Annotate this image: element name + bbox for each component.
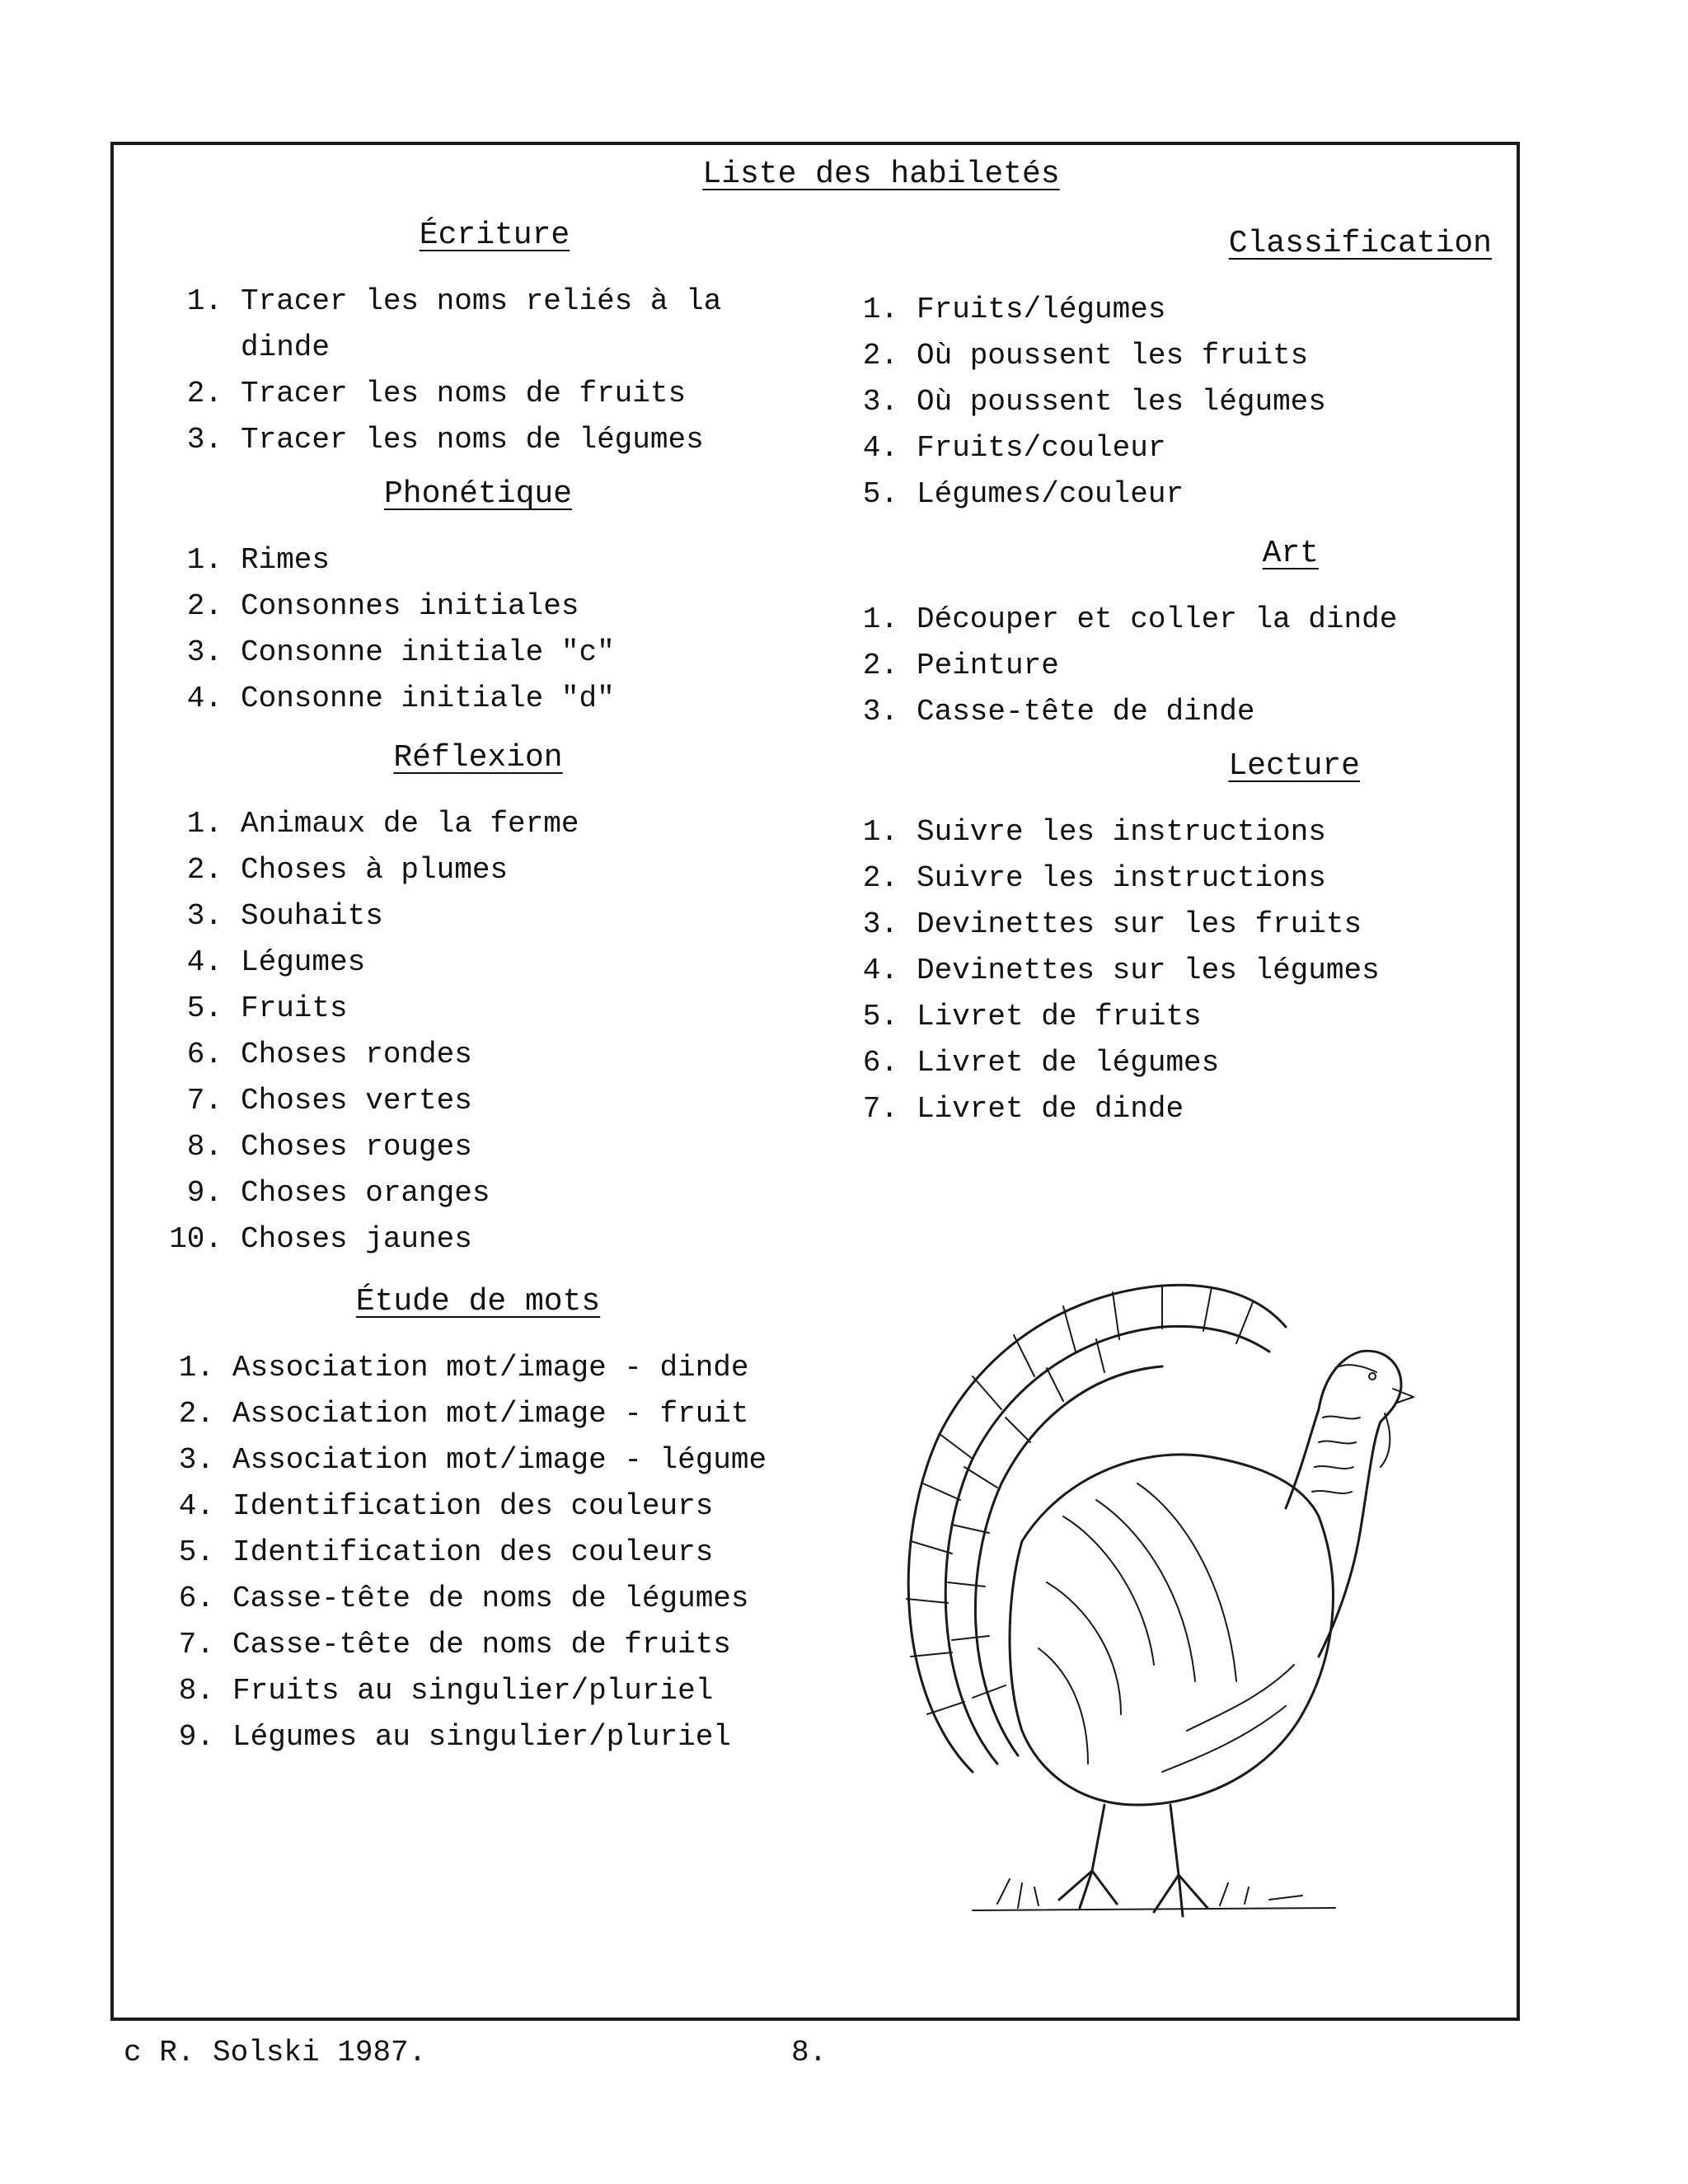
list-item bbox=[165, 1124, 791, 1170]
item-number: 5. bbox=[862, 1000, 898, 1033]
list-item bbox=[165, 676, 791, 722]
list-item bbox=[165, 940, 791, 986]
list-item bbox=[165, 630, 791, 676]
item-number: 3. bbox=[862, 385, 898, 419]
item-text: Souhaits bbox=[241, 899, 383, 933]
item-text: Identification des couleurs bbox=[232, 1535, 714, 1569]
item-text: Choses vertes bbox=[241, 1084, 472, 1118]
list-item bbox=[157, 1345, 799, 1391]
item-text: Où poussent les fruits bbox=[917, 339, 1309, 373]
section-heading: Classification bbox=[1228, 226, 1492, 261]
item-number: 5. bbox=[178, 1535, 214, 1569]
list-item bbox=[165, 583, 791, 630]
item-text: Casse-tête de dinde bbox=[917, 695, 1255, 729]
item-text: Légumes bbox=[241, 945, 366, 979]
item-text: Association mot/image - fruit bbox=[232, 1397, 749, 1431]
list-item bbox=[841, 1040, 1558, 1086]
section-heading: Art bbox=[1262, 536, 1319, 571]
item-number: 9. bbox=[186, 1176, 223, 1210]
skill-list bbox=[165, 279, 791, 463]
list-item bbox=[841, 948, 1558, 994]
item-text: Rimes bbox=[241, 543, 331, 577]
list-item bbox=[841, 333, 1558, 379]
item-number: 8. bbox=[186, 1130, 223, 1164]
list-item bbox=[165, 847, 791, 893]
section-lecture bbox=[841, 743, 1558, 1132]
item-text: Peinture bbox=[917, 649, 1059, 682]
list-item bbox=[165, 1078, 791, 1124]
item-text: Livret de fruits bbox=[917, 1000, 1202, 1033]
list-item bbox=[841, 597, 1558, 643]
item-text: Casse-tête de noms de fruits bbox=[232, 1628, 731, 1661]
section-reflexion bbox=[165, 735, 791, 1263]
item-number: 3. bbox=[186, 899, 223, 933]
item-number: 3. bbox=[186, 423, 223, 457]
item-text: Tracer les noms reliés à la dinde bbox=[241, 284, 722, 364]
list-item bbox=[841, 902, 1558, 948]
item-number: 10. bbox=[169, 1222, 223, 1256]
section-etude-de-mots bbox=[157, 1279, 799, 1760]
item-text: Devinettes sur les légumes bbox=[917, 954, 1380, 987]
item-number: 1. bbox=[862, 602, 898, 636]
list-item bbox=[841, 809, 1558, 855]
item-number: 1. bbox=[186, 543, 223, 577]
item-text: Consonne initiale "d" bbox=[241, 682, 615, 715]
section-heading: Phonétique bbox=[383, 476, 573, 512]
item-text: Fruits bbox=[241, 991, 348, 1025]
list-item bbox=[157, 1437, 799, 1483]
page-title: Liste des habiletés bbox=[702, 157, 1060, 192]
item-number: 8. bbox=[178, 1674, 214, 1708]
list-item bbox=[157, 1391, 799, 1437]
item-number: 3. bbox=[862, 695, 898, 729]
skill-list bbox=[841, 597, 1558, 735]
item-number: 1. bbox=[862, 815, 898, 849]
skill-list bbox=[165, 801, 791, 1263]
item-text: Suivre les instructions bbox=[917, 815, 1326, 849]
item-text: Légumes au singulier/pluriel bbox=[232, 1720, 731, 1754]
skill-list bbox=[165, 537, 791, 722]
list-item bbox=[157, 1576, 799, 1622]
item-text: Choses oranges bbox=[241, 1176, 490, 1210]
list-item bbox=[165, 893, 791, 940]
item-text: Choses jaunes bbox=[241, 1222, 472, 1256]
list-item bbox=[157, 1668, 799, 1714]
item-text: Tracer les noms de fruits bbox=[241, 377, 687, 410]
item-number: 4. bbox=[862, 431, 898, 465]
item-number: 1. bbox=[178, 1351, 214, 1385]
item-text: Livret de dinde bbox=[917, 1092, 1184, 1126]
list-item bbox=[841, 855, 1558, 902]
item-number: 6. bbox=[186, 1038, 223, 1071]
item-number: 2. bbox=[178, 1397, 214, 1431]
list-item bbox=[841, 425, 1558, 471]
item-text: Suivre les instructions bbox=[917, 861, 1326, 895]
item-text: Casse-tête de noms de légumes bbox=[232, 1582, 749, 1615]
item-text: Choses rouges bbox=[241, 1130, 472, 1164]
list-item bbox=[165, 1170, 791, 1216]
section-phonetique bbox=[165, 471, 791, 722]
item-number: 2. bbox=[186, 589, 223, 623]
list-item bbox=[157, 1622, 799, 1668]
list-item bbox=[165, 1032, 791, 1078]
skill-list bbox=[157, 1345, 799, 1760]
item-text: Consonne initiale "c" bbox=[241, 635, 615, 669]
item-text: Fruits au singulier/pluriel bbox=[232, 1674, 714, 1708]
section-heading: Écriture bbox=[419, 218, 570, 253]
list-item bbox=[165, 1216, 791, 1263]
item-number: 5. bbox=[862, 477, 898, 511]
list-item bbox=[157, 1483, 799, 1530]
footer-copyright: c R. Solski 1987. bbox=[124, 2036, 427, 2069]
item-number: 4. bbox=[178, 1489, 214, 1523]
item-text: Choses à plumes bbox=[241, 853, 509, 887]
list-item bbox=[165, 417, 791, 463]
skill-list bbox=[841, 287, 1558, 518]
item-number: 5. bbox=[186, 991, 223, 1025]
section-ecriture bbox=[165, 213, 791, 463]
list-item bbox=[165, 801, 791, 847]
item-number: 4. bbox=[862, 954, 898, 987]
item-text: Animaux de la ferme bbox=[241, 807, 579, 841]
item-text: Fruits/couleur bbox=[917, 431, 1166, 465]
item-text: Identification des couleurs bbox=[232, 1489, 714, 1523]
item-number: 3. bbox=[178, 1443, 214, 1477]
list-item bbox=[841, 287, 1558, 333]
item-number: 6. bbox=[178, 1582, 214, 1615]
item-number: 3. bbox=[186, 635, 223, 669]
list-item bbox=[841, 1086, 1558, 1132]
item-text: Consonnes initiales bbox=[241, 589, 579, 623]
section-heading: Lecture bbox=[1228, 748, 1360, 784]
item-number: 7. bbox=[178, 1628, 214, 1661]
page-number: 8. bbox=[791, 2036, 828, 2069]
list-item bbox=[165, 537, 791, 583]
item-number: 6. bbox=[862, 1046, 898, 1080]
section-heading: Réflexion bbox=[393, 740, 563, 776]
item-number: 1. bbox=[186, 807, 223, 841]
turkey-drawing-icon bbox=[874, 1269, 1451, 1920]
section-heading: Étude de mots bbox=[355, 1284, 601, 1319]
item-text: Découper et coller la dinde bbox=[917, 602, 1398, 636]
section-art bbox=[841, 531, 1558, 735]
item-number: 4. bbox=[186, 682, 223, 715]
item-number: 7. bbox=[862, 1092, 898, 1126]
list-item bbox=[157, 1530, 799, 1576]
item-number: 2. bbox=[862, 861, 898, 895]
item-number: 2. bbox=[186, 853, 223, 887]
item-text: Choses rondes bbox=[241, 1038, 472, 1071]
item-number: 2. bbox=[862, 649, 898, 682]
list-item bbox=[165, 279, 791, 371]
list-item bbox=[165, 371, 791, 417]
item-number: 3. bbox=[862, 907, 898, 941]
item-number: 9. bbox=[178, 1720, 214, 1754]
item-number: 2. bbox=[186, 377, 223, 410]
list-item bbox=[841, 689, 1558, 735]
list-item bbox=[841, 643, 1558, 689]
item-number: 2. bbox=[862, 339, 898, 373]
item-number: 1. bbox=[862, 293, 898, 326]
item-number: 1. bbox=[186, 284, 223, 318]
item-text: Association mot/image - dinde bbox=[232, 1351, 749, 1385]
item-number: 4. bbox=[186, 945, 223, 979]
list-item bbox=[841, 379, 1558, 425]
list-item bbox=[165, 986, 791, 1032]
list-item bbox=[841, 471, 1558, 518]
list-item bbox=[841, 994, 1558, 1040]
item-text: Devinettes sur les fruits bbox=[917, 907, 1362, 941]
item-text: Où poussent les légumes bbox=[917, 385, 1326, 419]
item-text: Livret de légumes bbox=[917, 1046, 1220, 1080]
section-classification bbox=[841, 221, 1558, 518]
item-text: Légumes/couleur bbox=[917, 477, 1184, 511]
item-text: Fruits/légumes bbox=[917, 293, 1166, 326]
list-item bbox=[157, 1714, 799, 1760]
item-number: 7. bbox=[186, 1084, 223, 1118]
skill-list bbox=[841, 809, 1558, 1132]
item-text: Association mot/image - légume bbox=[232, 1443, 767, 1477]
item-text: Tracer les noms de légumes bbox=[241, 423, 704, 457]
